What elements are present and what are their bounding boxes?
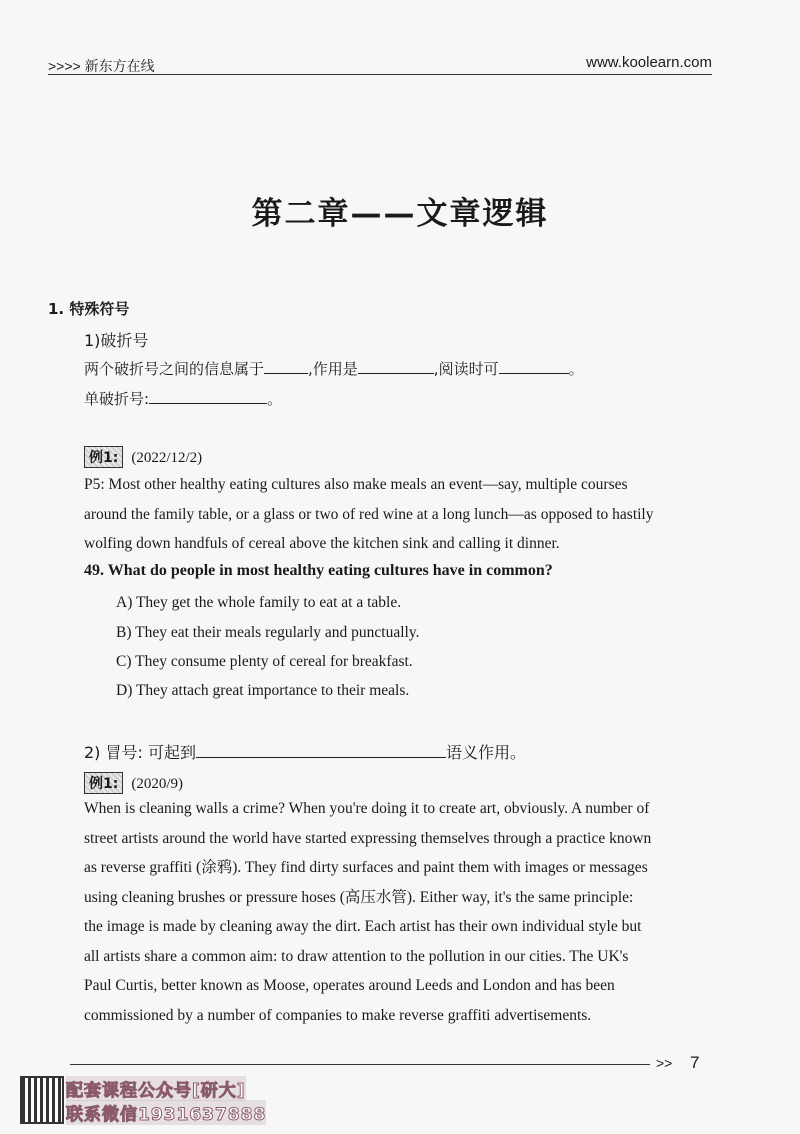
passage-line: P5: Most other healthy eating cultures also make meals an event—say, multiple courses [84,476,628,493]
header-brand: >>>> 新东方在线 [48,58,155,74]
colon-part-b: 语义作用。 [446,743,527,762]
blank [264,359,308,374]
line1-part-c: ,阅读时可 [433,360,499,378]
question-49: 49. What do people in most healthy eating cultures have in common? [84,562,553,579]
blank [499,359,569,374]
blank [149,389,267,404]
passage-line: all artists share a common aim: to draw attention to the pollution in our cities. The UK's [84,947,629,965]
line2-part-a: 单破折号: [84,390,150,408]
line2-end: 。 [267,390,283,408]
page-number: 7 [690,1053,700,1072]
option-b: B) They eat their meals regularly and punctually. [116,624,420,641]
example-label: 例1: [84,772,123,794]
passage-line: wolfing down handfuls of cereal above the kitchen sink and calling it dinner. [84,535,560,552]
dash-line-1 [84,358,584,379]
passage-line: as reverse graffiti (涂鸦). They find dirty surfaces and paint them with images or messages [84,859,648,876]
option-a: A) They get the whole family to eat at a table. [116,594,402,611]
header-url: www.koolearn.com [586,54,712,71]
passage-line: the image is made by cleaning away the dirt. Each artist has their own individual style but [84,918,642,935]
example-date: (2022/12/2) [131,450,203,466]
example1-passage [84,470,714,559]
colon-part-a: 2) 冒号: 可起到 [84,743,196,762]
line1-end: 。 [568,360,584,378]
blank [358,359,434,374]
section-heading-colon [84,740,526,763]
passage-line: Paul Curtis, better known as Moose, operates around Leeds and London and has been [84,977,615,994]
blank [196,743,446,758]
example1-header [84,446,202,468]
example2-passage [84,794,714,1030]
chapter-title: 第二章——文章逻辑 [251,196,549,232]
example-label: 例1: [84,446,123,468]
option-d: D) They attach great importance to their meals. [116,682,410,699]
page-header [48,52,712,75]
passage-line: around the family table, or a glass or two of red wine at a long lunch—as opposed to hastily [84,505,654,523]
passage-line: using cleaning brushes or pressure hoses (高压水管). Either way, it's the same principle: [84,888,634,906]
example-date: (2020/9) [131,776,184,792]
footer-arrow: >> [656,1055,673,1071]
line1-part-a: 两个破折号之间的信息属于 [84,360,265,378]
passage-line: When is cleaning walls a crime? When you're doing it to create art, obviously. A number of [84,800,650,817]
dash-line-2 [84,388,282,409]
passage-line: street artists around the world have started expressing themselves through a practice known [84,829,652,847]
section-heading-1: 1. 特殊符号 [48,300,130,318]
promo-line-1: 配套课程公众号[研大] [66,1076,246,1101]
example2-header [84,772,183,794]
footer-rule [70,1064,650,1065]
option-c: C) They consume plenty of cereal for breakfast. [116,653,413,670]
line1-part-b: ,作用是 [308,360,358,378]
subsection-dash: 1)破折号 [84,331,149,350]
promo-line-2: 联系微信1931637888 [66,1100,266,1125]
qr-code-icon [20,1076,64,1124]
passage-line: commissioned by a number of companies to make reverse graffiti advertisements. [84,1006,592,1024]
